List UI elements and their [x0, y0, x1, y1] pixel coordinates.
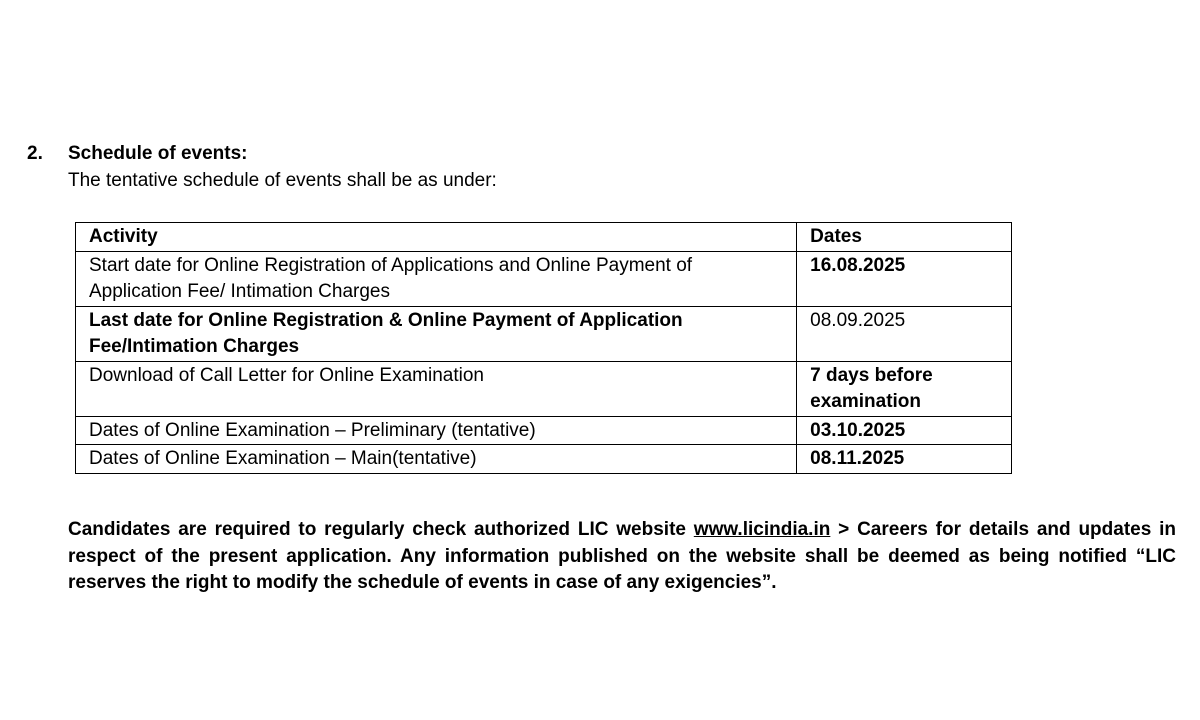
- date-cell: 08.09.2025: [797, 306, 1012, 361]
- table-row: [76, 416, 1012, 445]
- licindia-website-link[interactable]: www.licindia.in: [693, 519, 831, 540]
- table-row: [76, 306, 1012, 361]
- header-dates: Dates: [797, 223, 1012, 252]
- activity-cell: Dates of Online Examination – Main(tentative): [76, 445, 797, 474]
- activity-cell: Last date for Online Registration & Online Payment of Application Fee/Intimation Charges: [76, 306, 797, 361]
- schedule-table: [75, 222, 1012, 474]
- section-heading: Schedule of events:: [68, 143, 248, 164]
- notice-text-before-link: Candidates are required to regularly check authorized LIC website: [68, 519, 694, 540]
- date-cell: 7 days before examination: [797, 361, 1012, 416]
- notice-paragraph: [68, 517, 1176, 597]
- header-activity: Activity: [76, 223, 797, 252]
- table-row: [76, 445, 1012, 474]
- section-number: 2.: [27, 143, 43, 164]
- table-row: [76, 251, 1012, 306]
- table-row: [76, 361, 1012, 416]
- notice-text-after-link: > Careers for details and updates in respect of the present application. Any information published on the website shall be deemed as being notified “LIC reserves the right to modify the schedule of events in case of any exigencies”.: [68, 519, 1177, 593]
- section-intro: The tentative schedule of events shall be as under:: [68, 170, 497, 191]
- table-header-row: [76, 223, 1012, 252]
- date-cell: 08.11.2025: [797, 445, 1012, 474]
- activity-cell: Download of Call Letter for Online Examination: [76, 361, 797, 416]
- date-cell: 03.10.2025: [797, 416, 1012, 445]
- activity-cell: Start date for Online Registration of Applications and Online Payment of Application Fee/ Intimation Charges: [76, 251, 797, 306]
- activity-cell: Dates of Online Examination – Preliminary (tentative): [76, 416, 797, 445]
- date-cell: 16.08.2025: [797, 251, 1012, 306]
